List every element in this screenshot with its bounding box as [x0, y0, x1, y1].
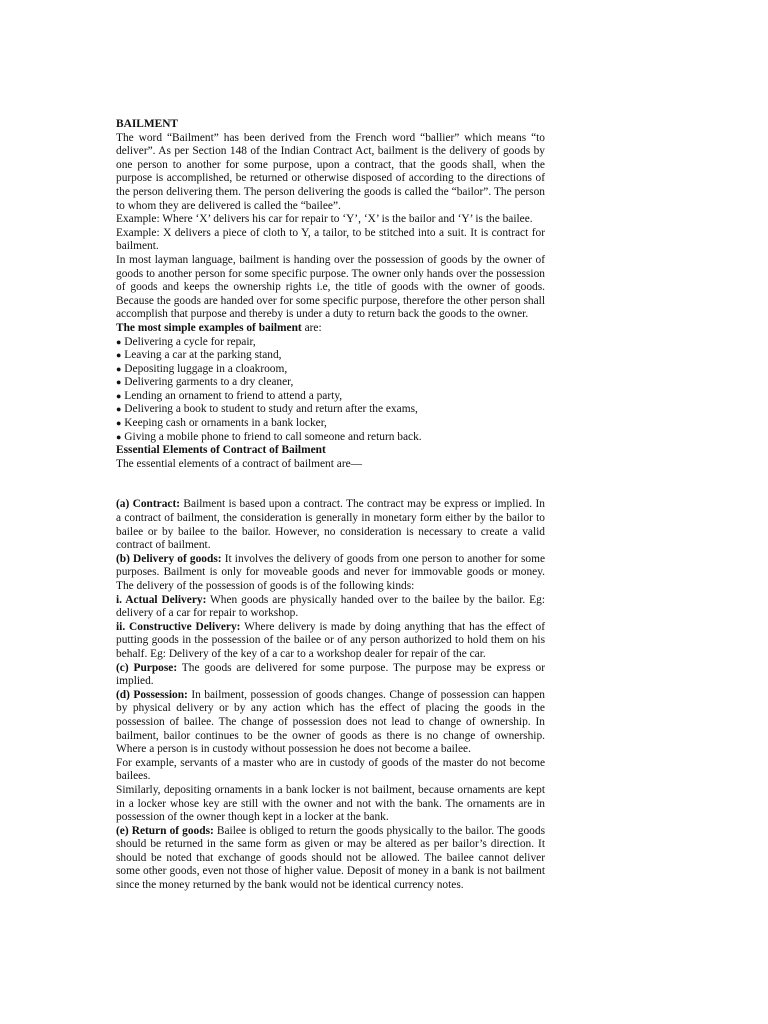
- constructive-delivery-text: Where delivery is made by doing anything that has the effect of putting goods in the possession of the bailee or of any person authorized to hold them on his behalf. Eg: Delivery of the key of a car to a workshop dealer for repair of the car.: [116, 620, 545, 660]
- constructive-delivery-paragraph: [116, 621, 545, 662]
- list-item-text: Giving a mobile phone to friend to call someone and return back.: [124, 430, 422, 443]
- delivery-label: (b) Delivery of goods:: [116, 552, 222, 565]
- contract-paragraph: [116, 498, 545, 552]
- list-item: [116, 431, 545, 445]
- bullet-icon: ●: [116, 350, 122, 361]
- list-item: [116, 336, 545, 350]
- return-paragraph: [116, 825, 545, 893]
- list-item-text: Delivering a cycle for repair,: [124, 335, 256, 348]
- examples-heading-bold: The most simple examples of bailment: [116, 321, 302, 334]
- bullet-icon: ●: [116, 390, 122, 401]
- list-item: [116, 417, 545, 431]
- example-paragraph-2: Example: X delivers a piece of cloth to Y, a tailor, to be stitched into a suit. It is contract for bailment.: [116, 226, 545, 253]
- document-page: [116, 118, 545, 893]
- bullet-icon: ●: [116, 404, 122, 415]
- list-item: [116, 363, 545, 377]
- examples-heading-rest: are:: [301, 321, 322, 334]
- constructive-delivery-label: ii. Constructive Delivery:: [116, 620, 241, 633]
- actual-delivery-paragraph: [116, 594, 545, 621]
- locker-paragraph: Similarly, depositing ornaments in a bank locker is not bailment, because ornaments are kept in a locker whose key are still with the owner and not with the bank. The ornaments are in possession of the owner though kept in a locker at the bank.: [116, 783, 545, 824]
- purpose-paragraph: [116, 662, 545, 689]
- purpose-text: The goods are delivered for some purpose. The purpose may be express or implied.: [116, 661, 545, 688]
- list-item-text: Lending an ornament to friend to attend a party,: [124, 389, 343, 402]
- elements-heading: Essential Elements of Contract of Bailment: [116, 444, 326, 457]
- purpose-label: (c) Purpose:: [116, 661, 178, 674]
- section-gap: [116, 471, 545, 498]
- list-item: [116, 390, 545, 404]
- actual-delivery-text: When goods are physically handed over to the bailee by the bailor. Eg: delivery of a car for repair to workshop.: [116, 593, 545, 620]
- list-item-text: Depositing luggage in a cloakroom,: [124, 362, 288, 375]
- examples-heading: [116, 322, 545, 336]
- delivery-text: It involves the delivery of goods from one person to another for some purposes. Bailment is only for moveable goods and never for immovable goods or money. The delivery of the possession of goods is of the following kinds:: [116, 552, 546, 592]
- list-item: [116, 403, 545, 417]
- return-text: Bailee is obliged to return the goods physically to the bailor. The goods should be returned in the same form as given or may be altered as per bailor’s direction. It should be noted that exchange of goods should not be allowed. The bailee cannot deliver some other goods, even not those of higher value. Deposit of money in a bank is not bailment since the money returned by the bank would not be identical currency notes.: [116, 824, 546, 892]
- list-item-text: Delivering a book to student to study and return after the exams,: [124, 403, 418, 416]
- example-paragraph-1: Example: Where ‘X’ delivers his car for repair to ‘Y’, ‘X’ is the bailor and ‘Y’ is the bailee.: [116, 213, 533, 226]
- bullet-icon: ●: [116, 377, 122, 388]
- list-item-text: Delivering garments to a dry cleaner,: [124, 376, 294, 389]
- bullet-icon: ●: [116, 431, 122, 442]
- examples-list: [116, 336, 545, 445]
- bullet-icon: ●: [116, 336, 122, 347]
- bullet-icon: ●: [116, 363, 122, 374]
- delivery-paragraph: [116, 553, 545, 594]
- contract-text: Bailment is based upon a contract. The contract may be express or implied. In a contract of bailment, the consideration is generally in monetary form either by the bailor to bailee or by bailee to the bailor. However, no consideration is necessary to create a valid contract of bailment.: [116, 498, 545, 552]
- possession-paragraph: [116, 689, 545, 757]
- list-item: [116, 376, 545, 390]
- return-label: (e) Return of goods:: [116, 824, 214, 837]
- intro-paragraph: The word “Bailment” has been derived from the French word “ballier” which means “to deliver”. As per Section 148 of the Indian Contract Act, bailment is the delivery of goods by one person to another for some purpose, upon a contract, that the goods shall, when the purpose is accomplished, be returned or otherwise disposed of according to the directions of the person delivering them. The person delivering the goods is called the “bailor”. The person to whom they are delivered is called the “bailee”.: [116, 131, 545, 212]
- list-item-text: Keeping cash or ornaments in a bank locker,: [124, 417, 327, 430]
- layman-paragraph: In most layman language, bailment is handing over the possession of goods by the owner of goods to another person for some specific purpose. The owner only hands over the possession of goods and keeps the ownership rights i.e, the title of goods with the owner of goods. Because the goods are handed over for some specific purpose, therefore the other person shall accomplish that purpose and thereby is under a duty to return back the goods to the owner.: [116, 253, 545, 321]
- list-item: [116, 349, 545, 363]
- list-item-text: Leaving a car at the parking stand,: [124, 349, 282, 362]
- contract-label: (a) Contract:: [116, 498, 181, 511]
- possession-text: In bailment, possession of goods changes. Change of possession can happen by physical delivery or by any action which has the effect of placing the goods in the possession of bailee. The change of possession does not lead to change of ownership. In bailment, bailor continues to be the owner of goods as there is no change of ownership. Where a person is in custody without possession he does not become a bailee.: [116, 688, 546, 756]
- actual-delivery-label: i. Actual Delivery:: [116, 593, 207, 606]
- bullet-icon: ●: [116, 418, 122, 429]
- servants-paragraph: For example, servants of a master who are in custody of goods of the master do not become bailees.: [116, 756, 545, 783]
- document-title: BAILMENT: [116, 118, 179, 130]
- elements-intro: The essential elements of a contract of bailment are—: [116, 457, 363, 470]
- possession-label: (d) Possession:: [116, 688, 188, 701]
